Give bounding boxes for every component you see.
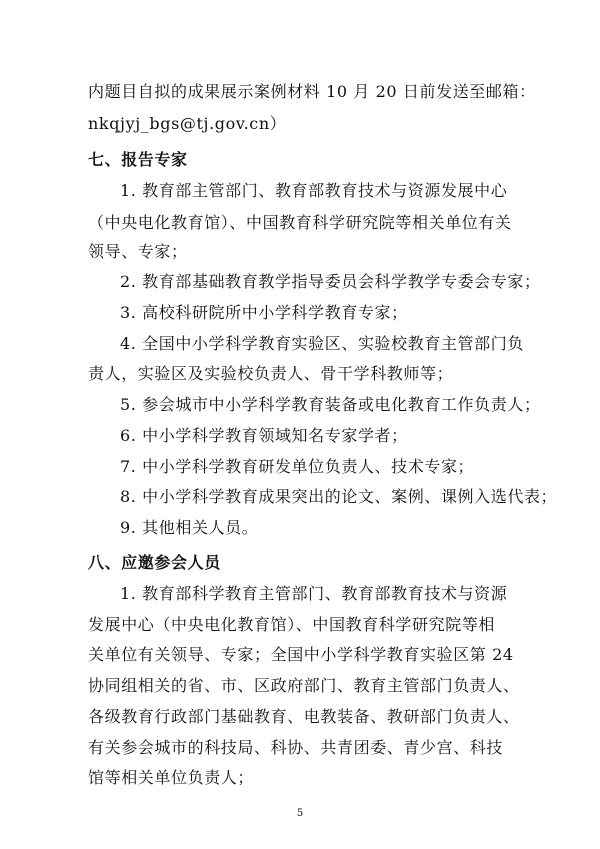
text-line: 馆等相关单位负责人； [88,768,255,787]
text-line: 发展中心（中央电化教育馆）、中国教育科学研究院等相 [88,615,496,634]
section-heading-invited-attendees: 八、应邀参会人员 [88,553,221,572]
text-line: 各级教育行政部门基础教育、电教装备、教研部门负责人、 [88,707,520,726]
text-line: （中央电化教育馆）、中国教育科学研究院等相关单位有关 [88,213,512,232]
text-line: 领导、专家； [88,242,188,261]
list-item: 1. 教育部科学教育主管部门、教育部教育技术与资源 [120,584,508,603]
text-line: 有关参会城市的科技局、科协、共青团委、青少宫、科技 [88,738,504,757]
list-item: 1. 教育部主管部门、教育部教育技术与资源发展中心 [120,181,508,200]
section-heading-report-experts: 七、报告专家 [88,150,188,169]
list-item: 3. 高校科研院所中小学科学教育专家； [120,303,408,322]
page-number: 5 [296,808,304,819]
text-line: 内题目自拟的成果展示案例材料 10 月 20 日前发送至邮箱： [88,82,536,101]
list-item: 5. 参会城市中小学科学教育装备或电化教育工作负责人； [120,395,541,414]
text-line: 责人，实验区及实验校负责人、骨干学科教师等； [88,364,454,383]
list-item: 4. 全国中小学科学教育实验区、实验校教育主管部门负 [120,334,524,353]
list-item: 6. 中小学科学教育领域知名专家学者； [120,426,408,445]
text-line: 协同组相关的省、市、区政府部门、教育主管部门负责人、 [88,676,520,695]
list-item: 8. 中小学科学教育成果突出的论文、案例、课例入选代表； [120,487,558,506]
list-item: 2. 教育部基础教育教学指导委员会科学教学专委会专家； [120,272,541,291]
text-line: 关单位有关领导、专家；全国中小学科学教育实验区第 24 [88,645,514,664]
email-address: nkqjyj_bgs@tj.gov.cn） [88,114,287,133]
list-item: 9. 其他相关人员。 [120,518,259,537]
list-item: 7. 中小学科学教育研发单位负责人、技术专家； [120,457,475,476]
